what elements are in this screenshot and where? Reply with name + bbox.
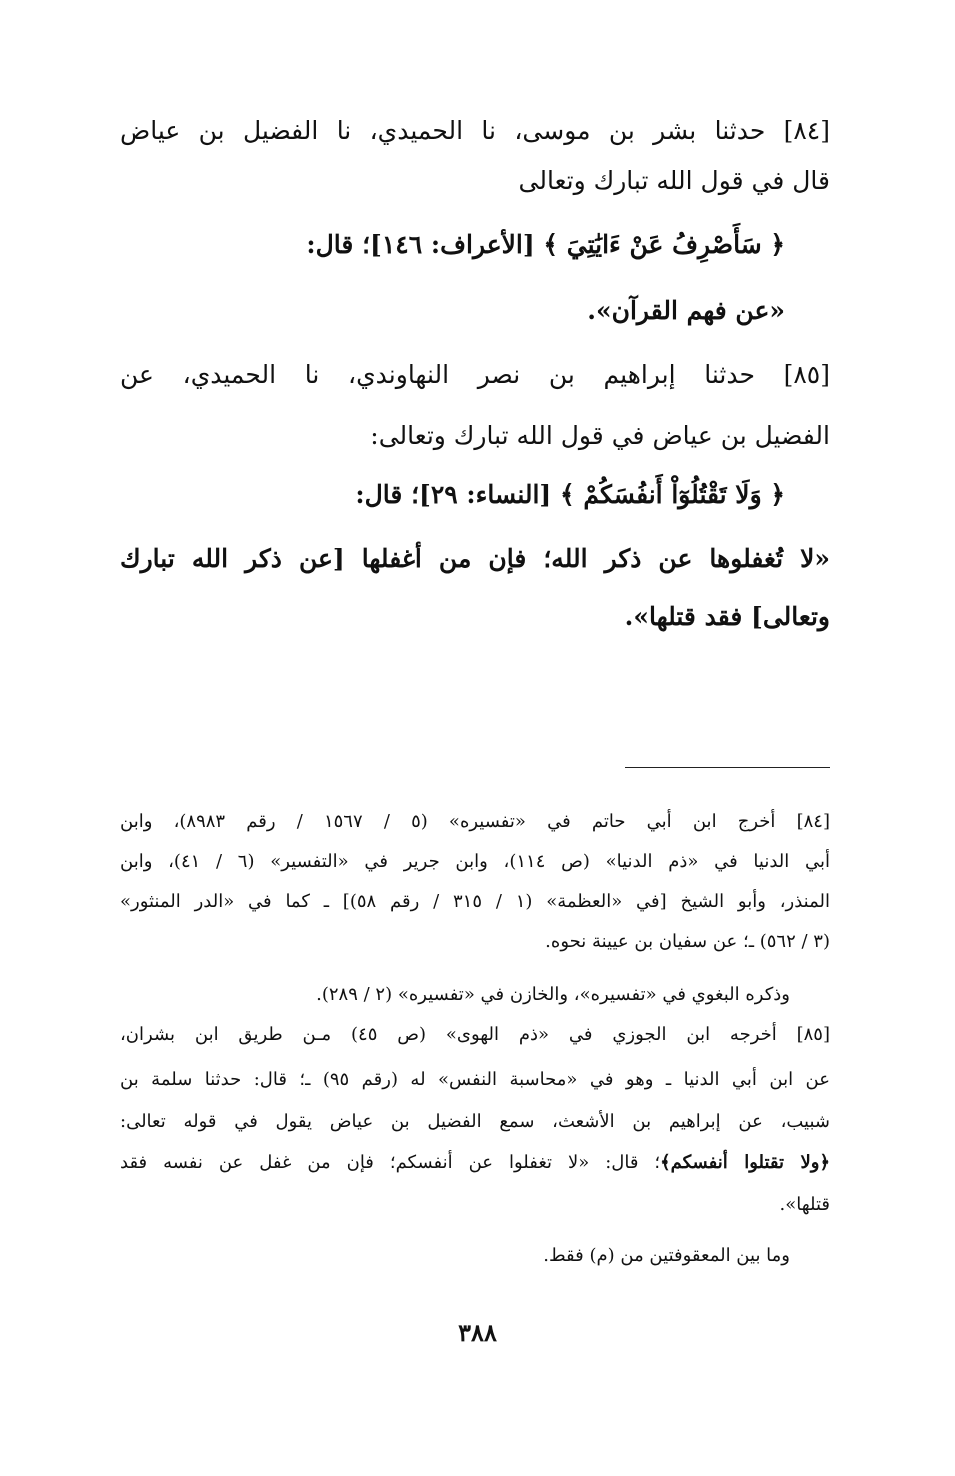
footnote-85-line-2: عن ابن أبي الدنيا ـ وهو في «محاسبة النفس» له (رقم ٩٥) ـ؛ قال: حدثنا سلمة بن [120, 1069, 830, 1090]
footnote-85-line-1: [٨٥] أخرجه ابن الجوزي في «ذم الهوى» (ص ٤٥) مـن طريق ابن بشران، [120, 1024, 830, 1045]
footnote-84-line-2: أبي الدنيا في «ذم الدنيا» (ص ١١٤)، وابن جرير في «التفسير» (٦ / ٤١)، وابن [120, 851, 830, 872]
footnote-85-line-3: شبيب، عن إبراهيم بن الأشعث، سمع الفضيل بن عياض يقول في قوله تعالى: [120, 1111, 830, 1132]
hadith-84-verse: ﴿ سَأَصْرِفُ عَنْ ءَايَٰتِيَ ﴾ [الأعراف: ١٤٦]؛ قال: [306, 230, 785, 259]
hadith-84-line-2: قال في قول الله تبارك وتعالى [518, 166, 830, 195]
footnote-85-line-4 [120, 1149, 830, 1177]
footnote-85-line-6: وما بين المعقوفتين من (م) فقط. [543, 1245, 790, 1266]
footnote-84-line-5: وذكره البغوي في «تفسيره»، والخازن في «تفسيره» (٢ / ٢٨٩). [316, 984, 790, 1005]
hadith-85-saying-line-2: وتعالى] فقد قتلها». [624, 602, 830, 631]
footnote-84-line-4: (٣ / ٥٦٢) ـ؛ عن سفيان بن عيينة نحوه. [545, 931, 830, 952]
footnote-84-line-1: [٨٤] أخرج ابن أبي حاتم في «تفسيره» (٥ / ١٥٦٧ / رقم ٨٩٨٣)، وابن [120, 811, 830, 832]
hadith-84-saying: «عن فهم القرآن». [587, 296, 785, 325]
hadith-85-saying-line-1: «لا تُغفلوها عن ذكر الله؛ فإن من أغفلها [عن ذكر الله تبارك [120, 544, 830, 573]
page-number: ٣٨٨ [458, 1318, 497, 1347]
footnote-85-line-5: قتلها». [779, 1194, 830, 1215]
hadith-85-verse: ﴿ وَلَا تَقْتُلُوٓاْ أَنفُسَكُمْ ﴾ [النساء: ٢٩]؛ قال: [355, 480, 785, 509]
footnote-separator [625, 767, 830, 768]
hadith-85-line-2: الفضيل بن عياض في قول الله تبارك وتعالى: [370, 421, 830, 450]
footnote-85-line-4-text: ؛ قال: «لا تغفلوا عن أنفسكم؛ فإن من غفل عن نفسه فقد [120, 1152, 661, 1173]
hadith-84-line-1: [٨٤] حدثنا بشر بن موسى، نا الحميدي، نا الفضيل بن عياض [120, 116, 830, 145]
hadith-85-line-1: [٨٥] حدثنا إبراهيم بن نصر النهاوندي، نا الحميدي، عن [120, 360, 830, 389]
footnote-84-line-3: المنذر، وأبو الشيخ [في «العظمة» (١ / ٣١٥ / رقم ٥٨)] ـ كما في «الدر المنثور» [120, 891, 830, 912]
footnote-85-quoted-verse: ﴿ولا تقتلوا أنفسكم﴾ [660, 1152, 830, 1173]
